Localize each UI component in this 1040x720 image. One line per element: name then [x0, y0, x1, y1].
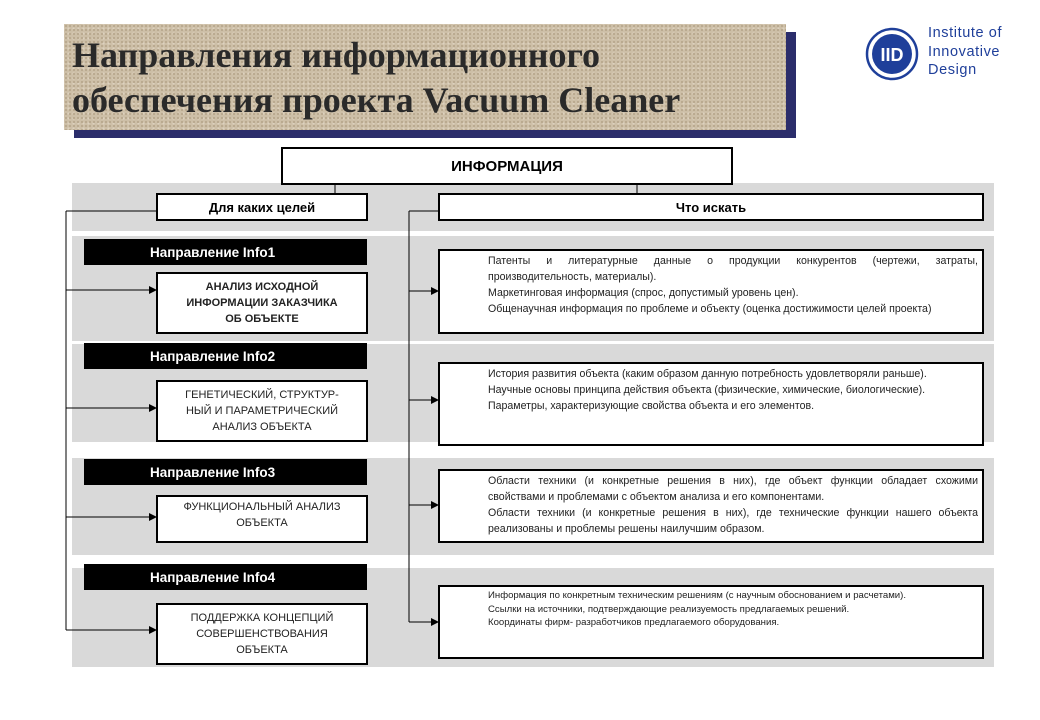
goal-line: ОБЪЕКТА: [236, 517, 288, 529]
search-item: Ссылки на источники, подтверждающие реализуемость предлагаемых решений.: [488, 603, 850, 615]
goal-line: ПОДДЕРЖКА КОНЦЕПЦИЙ: [190, 612, 334, 624]
direction-label-info3: Направление Info3: [84, 459, 367, 485]
search-item: Общенаучная информация по проблеме и объекту (оценка достижимости целей проекта): [488, 303, 932, 315]
search-box-info4: [438, 585, 984, 659]
goal-line: ОБЪЕКТА: [236, 644, 288, 656]
direction-label-info1: Направление Info1: [84, 239, 367, 265]
search-item: История развития объекта (каким образом данную потребность удовлетворяли раньше).: [488, 368, 927, 380]
search-box-info2: [438, 362, 984, 446]
search-item: Параметры, характеризующие свойства объекта и его элементов.: [488, 400, 815, 412]
goal-line: СОВЕРШЕНСТВОВАНИЯ: [196, 628, 328, 640]
header-goals: Для каких целей: [156, 193, 368, 221]
goal-box-info3: [156, 495, 368, 543]
search-item: Маркетинговая информация (спрос, допустимый уровень цен).: [488, 287, 799, 299]
logo-text: Institute of Innovative Design: [928, 25, 1003, 78]
goal-line: ГЕНЕТИЧЕСКИЙ, СТРУКТУР-: [185, 389, 339, 401]
goal-line: ФУНКЦИОНАЛЬНЫЙ АНАЛИЗ: [183, 501, 341, 513]
goal-line: ОБ ОБЪЕКТЕ: [225, 313, 299, 325]
goal-box-info1: [156, 272, 368, 334]
root-information-box: ИНФОРМАЦИЯ: [281, 147, 733, 185]
goal-box-info2: [156, 380, 368, 442]
header-what-to-search: Что искать: [438, 193, 984, 221]
goal-line: ИНФОРМАЦИИ ЗАКАЗЧИКА: [186, 297, 338, 309]
search-item: Координаты фирм- разработчиков предлагаемого оборудования.: [488, 617, 780, 629]
search-box-info1: [438, 249, 984, 334]
search-item: Научные основы принципа действия объекта (физические, химические, биологические).: [488, 384, 926, 396]
logo-badge-text: IID: [880, 45, 904, 65]
search-box-info3: [438, 469, 984, 543]
page-title: Направления информационного обеспечения проекта Vacuum Cleaner: [72, 35, 681, 120]
search-item: Области техники (и конкретные решения в них), где объект функции обладает схожими свойствами и проблемами с объектом анализа и его компонентами.: [488, 475, 978, 503]
goal-line: АНАЛИЗ ИСХОДНОЙ: [205, 281, 319, 293]
direction-label-info4: Направление Info4: [84, 564, 367, 590]
search-item: Области техники (и конкретные решения в них), где технические функции нашего объекта реализованы и проблемы решены наилучшим образом.: [488, 507, 978, 535]
goal-box-info4: [156, 603, 368, 665]
goal-line: АНАЛИЗ ОБЪЕКТА: [212, 421, 312, 433]
search-item: Патенты и литературные данные о продукции конкурентов (чертежи, затраты, производительность, материалы).: [488, 255, 978, 283]
search-item: Информация по конкретным техническим решениям (с научным обоснованием и расчетами).: [488, 590, 907, 601]
goal-line: НЫЙ И ПАРАМЕТРИЧЕСКИЙ: [185, 405, 339, 417]
direction-label-info2: Направление Info2: [84, 343, 367, 369]
